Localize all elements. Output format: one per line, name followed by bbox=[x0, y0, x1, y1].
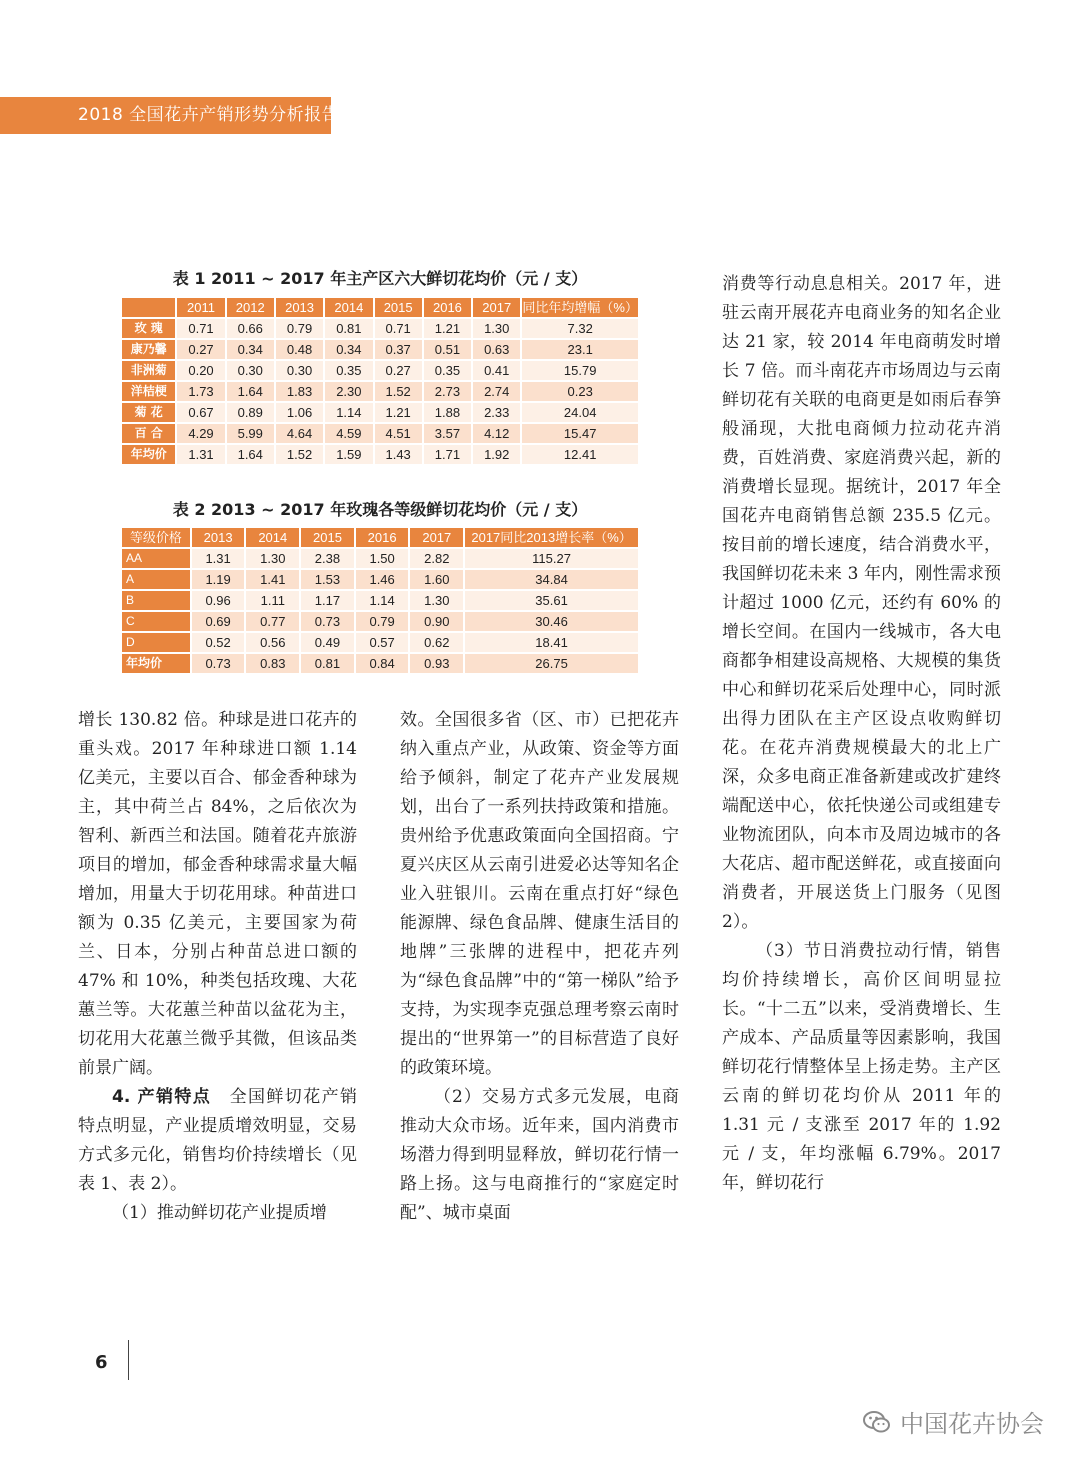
table-cell: 1.88 bbox=[423, 402, 472, 423]
table-cell: 23.1 bbox=[521, 339, 639, 360]
table-cell: 115.27 bbox=[464, 548, 639, 569]
row-label: AA bbox=[121, 548, 191, 569]
table-cell: 3.57 bbox=[423, 423, 472, 444]
table-row bbox=[121, 611, 639, 632]
table-cell: 1.11 bbox=[245, 590, 300, 611]
table-cell: 0.27 bbox=[374, 360, 423, 381]
table-cell: 0.79 bbox=[275, 318, 324, 339]
table-cell: 0.81 bbox=[300, 653, 355, 674]
table-cell: 5.99 bbox=[226, 423, 275, 444]
table-cell: 0.49 bbox=[300, 632, 355, 653]
table-cell: 0.69 bbox=[191, 611, 246, 632]
table-cell: 0.35 bbox=[423, 360, 472, 381]
table-cell: 0.96 bbox=[191, 590, 246, 611]
table1-header-cell: 2011 bbox=[176, 297, 225, 318]
table2-body bbox=[121, 548, 639, 674]
table-cell: 0.34 bbox=[324, 339, 373, 360]
row-label: 百 合 bbox=[121, 423, 176, 444]
table1-header-cell: 2014 bbox=[324, 297, 373, 318]
table-cell: 1.21 bbox=[374, 402, 423, 423]
paragraph-section-4 bbox=[78, 1083, 357, 1199]
table-cell: 1.19 bbox=[191, 569, 246, 590]
table-cell: 0.23 bbox=[521, 381, 639, 402]
table-cell: 0.71 bbox=[374, 318, 423, 339]
section-body: 全国鲜切花产销特点明显，产业提质增效明显，交易方式多元化，销售均价持续增长（见表 1、表 2）。 bbox=[78, 1087, 357, 1194]
table2-rose-grade-prices bbox=[120, 526, 640, 675]
table-cell: 0.56 bbox=[245, 632, 300, 653]
table1-caption: 表 1 2011 ~ 2017 年主产区六大鲜切花均价（元 / 支） bbox=[172, 269, 588, 288]
row-label: 玫 瑰 bbox=[121, 318, 176, 339]
table-cell: 12.41 bbox=[521, 444, 639, 465]
table-cell: 0.66 bbox=[226, 318, 275, 339]
table-cell: 0.52 bbox=[191, 632, 246, 653]
table-cell: 1.64 bbox=[226, 444, 275, 465]
table2-header-cell: 2016 bbox=[355, 527, 410, 548]
table1-flower-prices bbox=[120, 296, 640, 466]
table-cell: 0.83 bbox=[245, 653, 300, 674]
table2-caption: 表 2 2013 ~ 2017 年玫瑰各等级鲜切花均价（元 / 支） bbox=[172, 500, 588, 519]
table-row bbox=[121, 381, 639, 402]
watermark-text: 中国花卉协会 bbox=[900, 1410, 1044, 1438]
table-cell: 4.64 bbox=[275, 423, 324, 444]
table-cell: 1.73 bbox=[176, 381, 225, 402]
paragraph: 消费等行动息息相关。2017 年，进驻云南开展花卉电商业务的知名企业达 21 家，较 2014 年电商萌发时增长 7 倍。而斗南花卉市场周边与云南鲜切花有关联的电商更是如雨后春笋般涌现，大批电商倾力拉动花卉消费，百姓消费、家庭消费兴起，新的消费增长显现。据统计，2017 年全国花卉电商销售总额 235.5 亿元。按目前的增长速度，结合消费水平，我国鲜切花未来 3 年内，刚性需求预计超过 1000 亿元，还约有 60% 的增长空间。在国内一线城市，各大电商都争相建设高规格、大规模的集货中心和鲜切花采后处理中心，同时派出得力团队在主产区设点收购鲜切花。在花卉消费规模最大的北上广深，众多电商正准备新建或改扩建终端配送中心，依托快递公司或组建专业物流团队，向本市及周边城市的各大花店、超市配送鲜花，或直接面向消费者，开展送货上门服务（见图 2）。 bbox=[722, 274, 1001, 932]
column-right bbox=[722, 270, 1001, 1198]
table-cell: 1.60 bbox=[409, 569, 464, 590]
table-cell: 0.63 bbox=[472, 339, 521, 360]
row-label: B bbox=[121, 590, 191, 611]
table-row bbox=[121, 569, 639, 590]
table-cell: 0.73 bbox=[300, 611, 355, 632]
row-label: 洋桔梗 bbox=[121, 381, 176, 402]
table-cell: 1.50 bbox=[355, 548, 410, 569]
table-cell: 2.74 bbox=[472, 381, 521, 402]
table1-header-cell: 2016 bbox=[423, 297, 472, 318]
table-cell: 0.20 bbox=[176, 360, 225, 381]
table-cell: 0.89 bbox=[226, 402, 275, 423]
table-row bbox=[121, 423, 639, 444]
table-row bbox=[121, 444, 639, 465]
paragraph: （3）节日消费拉动行情，销售均价持续增长，高价区间明显拉长。“十二五”以来，受消费增长、生产成本、产品质量等因素影响，我国鲜切花行情整体呈上扬走势。主产区云南的鲜切花均价从 2011 年的 1.31 元 / 支涨至 2017 年的 1.92 元 / 支，年均涨幅 6.79%。2017 年，鲜切花行 bbox=[722, 941, 1001, 1193]
table-cell: 0.71 bbox=[176, 318, 225, 339]
table-cell: 0.90 bbox=[409, 611, 464, 632]
table-cell: 1.30 bbox=[245, 548, 300, 569]
table-cell: 1.64 bbox=[226, 381, 275, 402]
paragraph: （2）交易方式多元发展，电商推动大众市场。近年来，国内消费市场潜力得到明显释放，鲜切花行情一路上扬。这与电商推行的“家庭定时配”、城市桌面 bbox=[400, 1087, 679, 1223]
table-row bbox=[121, 632, 639, 653]
table-cell: 0.51 bbox=[423, 339, 472, 360]
table-cell: 2.38 bbox=[300, 548, 355, 569]
table2-header-cell: 2015 bbox=[300, 527, 355, 548]
row-label: 康乃馨 bbox=[121, 339, 176, 360]
table2-header-cell: 2017同比2013增长率（%） bbox=[464, 527, 639, 548]
table-cell: 1.17 bbox=[300, 590, 355, 611]
table-cell: 18.41 bbox=[464, 632, 639, 653]
column-left bbox=[78, 706, 357, 1228]
wechat-icon bbox=[862, 1409, 892, 1435]
row-label: C bbox=[121, 611, 191, 632]
table-cell: 0.62 bbox=[409, 632, 464, 653]
table-cell: 0.57 bbox=[355, 632, 410, 653]
table-cell: 1.14 bbox=[324, 402, 373, 423]
table-cell: 2.73 bbox=[423, 381, 472, 402]
table-cell: 2.33 bbox=[472, 402, 521, 423]
table-cell: 1.52 bbox=[275, 444, 324, 465]
table-cell: 4.12 bbox=[472, 423, 521, 444]
table-cell: 0.93 bbox=[409, 653, 464, 674]
table-cell: 0.81 bbox=[324, 318, 373, 339]
table1-header-cell: 2015 bbox=[374, 297, 423, 318]
table-cell: 0.67 bbox=[176, 402, 225, 423]
row-label: 年均价 bbox=[121, 444, 176, 465]
paragraph: （1）推动鲜切花产业提质增 bbox=[112, 1203, 327, 1223]
table-cell: 0.37 bbox=[374, 339, 423, 360]
paragraph: 增长 130.82 倍。种球是进口花卉的重头戏。2017 年种球进口额 1.14 亿美元，主要以百合、郁金香种球为主，其中荷兰占 84%，之后依次为智利、新西兰和法国。随着花卉旅游项目的增加，郁金香种球需求量大幅增加，用量大于切花用球。种苗进口额为 0.35 亿美元，主要国家为荷兰、日本，分别占种苗总进口额的 47% 和 10%，种类包括玫瑰、大花蕙兰等。大花蕙兰种苗以盆花为主，切花用大花蕙兰微乎其微，但该品类前景广阔。 bbox=[78, 710, 357, 1078]
report-title-banner: 2018 全国花卉产销形势分析报告 bbox=[0, 97, 331, 134]
table-cell: 7.32 bbox=[521, 318, 639, 339]
table-row bbox=[121, 318, 639, 339]
table-cell: 35.61 bbox=[464, 590, 639, 611]
page-number: 6 bbox=[95, 1352, 108, 1373]
table-cell: 1.41 bbox=[245, 569, 300, 590]
table1-header-cell: 2013 bbox=[275, 297, 324, 318]
table-row bbox=[121, 548, 639, 569]
table-cell: 0.48 bbox=[275, 339, 324, 360]
row-label: 年均价 bbox=[121, 653, 191, 674]
page-number-divider bbox=[128, 1340, 129, 1380]
table2-header-cell: 等级价格 bbox=[121, 527, 191, 548]
table-cell: 15.47 bbox=[521, 423, 639, 444]
table-row bbox=[121, 590, 639, 611]
table-cell: 24.04 bbox=[521, 402, 639, 423]
row-label: D bbox=[121, 632, 191, 653]
table-cell: 1.14 bbox=[355, 590, 410, 611]
table-cell: 2.30 bbox=[324, 381, 373, 402]
table-cell: 0.27 bbox=[176, 339, 225, 360]
table-cell: 0.77 bbox=[245, 611, 300, 632]
table-row bbox=[121, 339, 639, 360]
section-heading: 4. 产销特点 bbox=[112, 1087, 212, 1107]
table-cell: 1.46 bbox=[355, 569, 410, 590]
table-cell: 15.79 bbox=[521, 360, 639, 381]
table-cell: 1.31 bbox=[176, 444, 225, 465]
table2-header-cell: 2017 bbox=[409, 527, 464, 548]
table-row bbox=[121, 360, 639, 381]
table1-body bbox=[121, 318, 639, 465]
table1-header-cell: 2017 bbox=[472, 297, 521, 318]
table-cell: 1.30 bbox=[409, 590, 464, 611]
table-cell: 0.79 bbox=[355, 611, 410, 632]
table-cell: 1.06 bbox=[275, 402, 324, 423]
row-label: A bbox=[121, 569, 191, 590]
table-cell: 34.84 bbox=[464, 569, 639, 590]
table-cell: 1.21 bbox=[423, 318, 472, 339]
row-label: 非洲菊 bbox=[121, 360, 176, 381]
paragraph: 效。全国很多省（区、市）已把花卉纳入重点产业，从政策、资金等方面给予倾斜，制定了花卉产业发展规划，出台了一系列扶持政策和措施。贵州给予优惠政策面向全国招商。宁夏兴庆区从云南引进爱必达等知名企业入驻银川。云南在重点打好“绿色能源牌、绿色食品牌、健康生活目的地牌”三张牌的进程中，把花卉列为“绿色食品牌”中的“第一梯队”给予支持，为实现李克强总理考察云南时提出的“世界第一”的目标营造了良好的政策环境。 bbox=[400, 710, 679, 1078]
table-cell: 26.75 bbox=[464, 653, 639, 674]
table-cell: 1.53 bbox=[300, 569, 355, 590]
table-cell: 1.71 bbox=[423, 444, 472, 465]
table-cell: 1.30 bbox=[472, 318, 521, 339]
watermark bbox=[862, 1404, 1044, 1439]
table-cell: 30.46 bbox=[464, 611, 639, 632]
table-row bbox=[121, 402, 639, 423]
table-cell: 1.83 bbox=[275, 381, 324, 402]
table2-header-cell: 2013 bbox=[191, 527, 246, 548]
table-cell: 0.41 bbox=[472, 360, 521, 381]
table-cell: 4.51 bbox=[374, 423, 423, 444]
table-cell: 0.84 bbox=[355, 653, 410, 674]
table-cell: 1.59 bbox=[324, 444, 373, 465]
table-cell: 0.30 bbox=[226, 360, 275, 381]
table-cell: 4.29 bbox=[176, 423, 225, 444]
table-cell: 1.92 bbox=[472, 444, 521, 465]
table-cell: 0.35 bbox=[324, 360, 373, 381]
row-label: 菊 花 bbox=[121, 402, 176, 423]
table-cell: 1.43 bbox=[374, 444, 423, 465]
table-cell: 4.59 bbox=[324, 423, 373, 444]
table1-header-cell bbox=[121, 297, 176, 318]
table-cell: 0.34 bbox=[226, 339, 275, 360]
table-cell: 2.82 bbox=[409, 548, 464, 569]
column-middle bbox=[400, 706, 679, 1228]
table-cell: 0.73 bbox=[191, 653, 246, 674]
table-cell: 1.52 bbox=[374, 381, 423, 402]
table-row bbox=[121, 653, 639, 674]
table1-header-cell: 2012 bbox=[226, 297, 275, 318]
table-cell: 1.31 bbox=[191, 548, 246, 569]
table2-header-cell: 2014 bbox=[245, 527, 300, 548]
table-cell: 0.30 bbox=[275, 360, 324, 381]
table1-header-cell: 同比年均增幅（%） bbox=[521, 297, 639, 318]
